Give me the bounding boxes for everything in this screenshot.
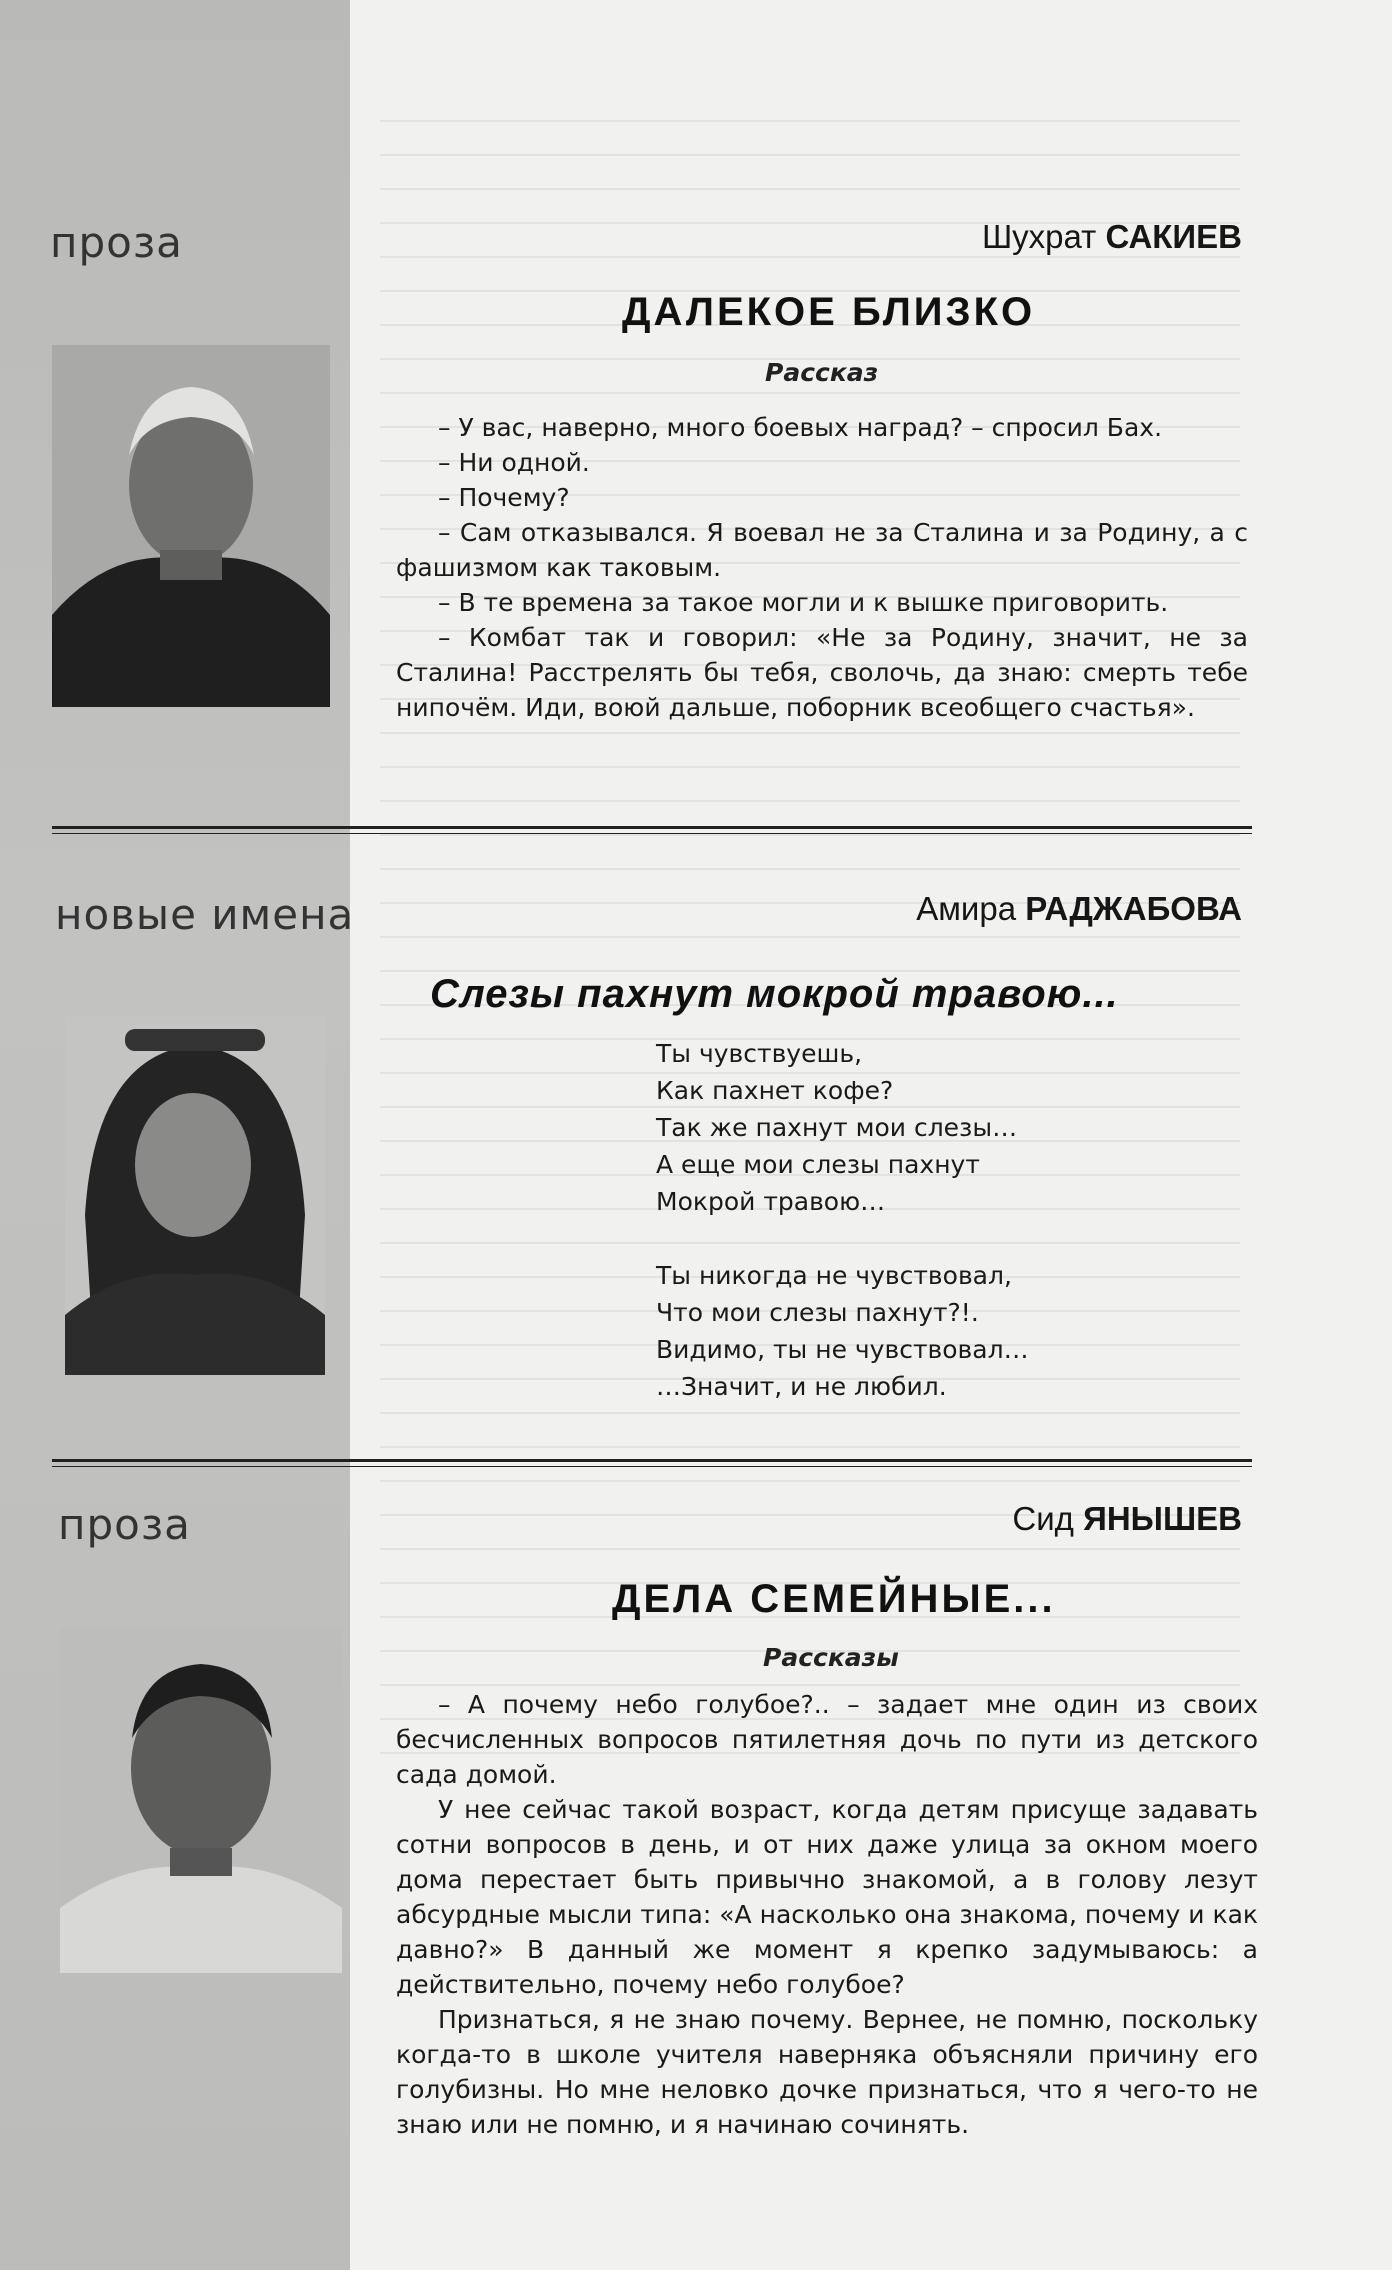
poem-line: А еще мои слезы пахнут [656, 1150, 980, 1179]
paragraph: – Комбат так и говорил: «Не за Родину, значит, не за Сталина! Расстрелять бы тебя, сволочь, да знаю: смерть тебе нипочём. Иди, воюй дальше, поборник всеобщего счастья». [396, 623, 1248, 722]
section-divider-1-thin [52, 833, 1252, 834]
section-divider-2 [52, 1459, 1252, 1462]
paragraph: – Сам отказывался. Я воевал не за Сталина и за Родину, а с фашизмом как таковым. [396, 518, 1248, 582]
section-divider-1 [52, 826, 1252, 829]
prose-excerpt-yanyshev [396, 1687, 1258, 2142]
paragraph: У нее сейчас такой возраст, когда детям присуще задавать сотни вопросов в день, и от них даже улица за окном моего дома перестает быть привычно знакомой, а в голову лезут абсурдные мысли типа: «А насколько она знакома, почему и как давно?» В данный же момент я крепко задумываюсь: а действительно, почему небо голубое? [396, 1795, 1258, 1999]
poem-line: Как пахнет кофе? [656, 1076, 894, 1105]
poem-text [656, 1035, 1216, 1442]
paragraph: – Ни одной. [438, 448, 590, 477]
paragraph: – В те времена за такое могли и к вышке приговорить. [438, 588, 1169, 617]
stanza [656, 1257, 1216, 1405]
author-name-yanyshev: Сид ЯНЫШЕВ [1012, 1500, 1242, 1537]
poem-line: Что мои слезы пахнут?!. [656, 1298, 979, 1327]
rubric-prose-1: проза [50, 218, 183, 267]
author-photo-sakiev [52, 345, 330, 707]
rubric-new-names: новые имена [55, 890, 355, 939]
author-photo-radzhabova [65, 1015, 325, 1375]
author-name-sakiev: Шухрат САКИЕВ [981, 218, 1242, 255]
rubric-prose-2: проза [58, 1500, 191, 1549]
poem-line: Ты никогда не чувствовал, [656, 1261, 1012, 1290]
section-divider-2-thin [52, 1466, 1252, 1467]
poem-line: Ты чувствуешь, [656, 1039, 863, 1068]
poem-title-slezy: Слезы пахнут мокрой травою... [430, 972, 1119, 1016]
poem-line: Так же пахнут мои слезы… [656, 1113, 1018, 1142]
author-photo-yanyshev [60, 1628, 342, 1973]
poem-line: Мокрой травою… [656, 1187, 886, 1216]
story-title-dela-semeynye: ДЕЛА СЕМЕЙНЫЕ... [612, 1577, 1056, 1621]
portrait-icon [60, 1628, 342, 1973]
paragraph: – Почему? [438, 483, 570, 512]
paragraph: – А почему небо голубое?.. – задает мне один из своих бесчисленных вопросов пятилетняя дочь по пути из детского сада домой. [396, 1690, 1258, 1789]
author-name-radzhabova: Амира РАДЖАБОВА [916, 890, 1242, 927]
portrait-icon [65, 1015, 325, 1375]
portrait-icon [52, 345, 330, 707]
genre-label-stories: Рассказы [763, 1643, 899, 1672]
prose-excerpt-sakiev [396, 410, 1248, 725]
paragraph: Признаться, я не знаю почему. Вернее, не помню, поскольку когда-то в школе учителя наверняка объясняли причину его голубизны. Но мне неловко дочке признаться, что я чего-то не знаю или не помню, и я начинаю сочинять. [396, 2005, 1258, 2139]
paragraph: – У вас, наверно, много боевых наград? – спросил Бах. [438, 413, 1163, 442]
poem-line: Видимо, ты не чувствовал… [656, 1335, 1029, 1364]
story-title-dalekoe-blizko: ДАЛЕКОЕ БЛИЗКО [622, 290, 1036, 334]
genre-label-story: Рассказ [765, 358, 879, 387]
stanza [656, 1035, 1216, 1220]
poem-line: …Значит, и не любил. [656, 1372, 947, 1401]
